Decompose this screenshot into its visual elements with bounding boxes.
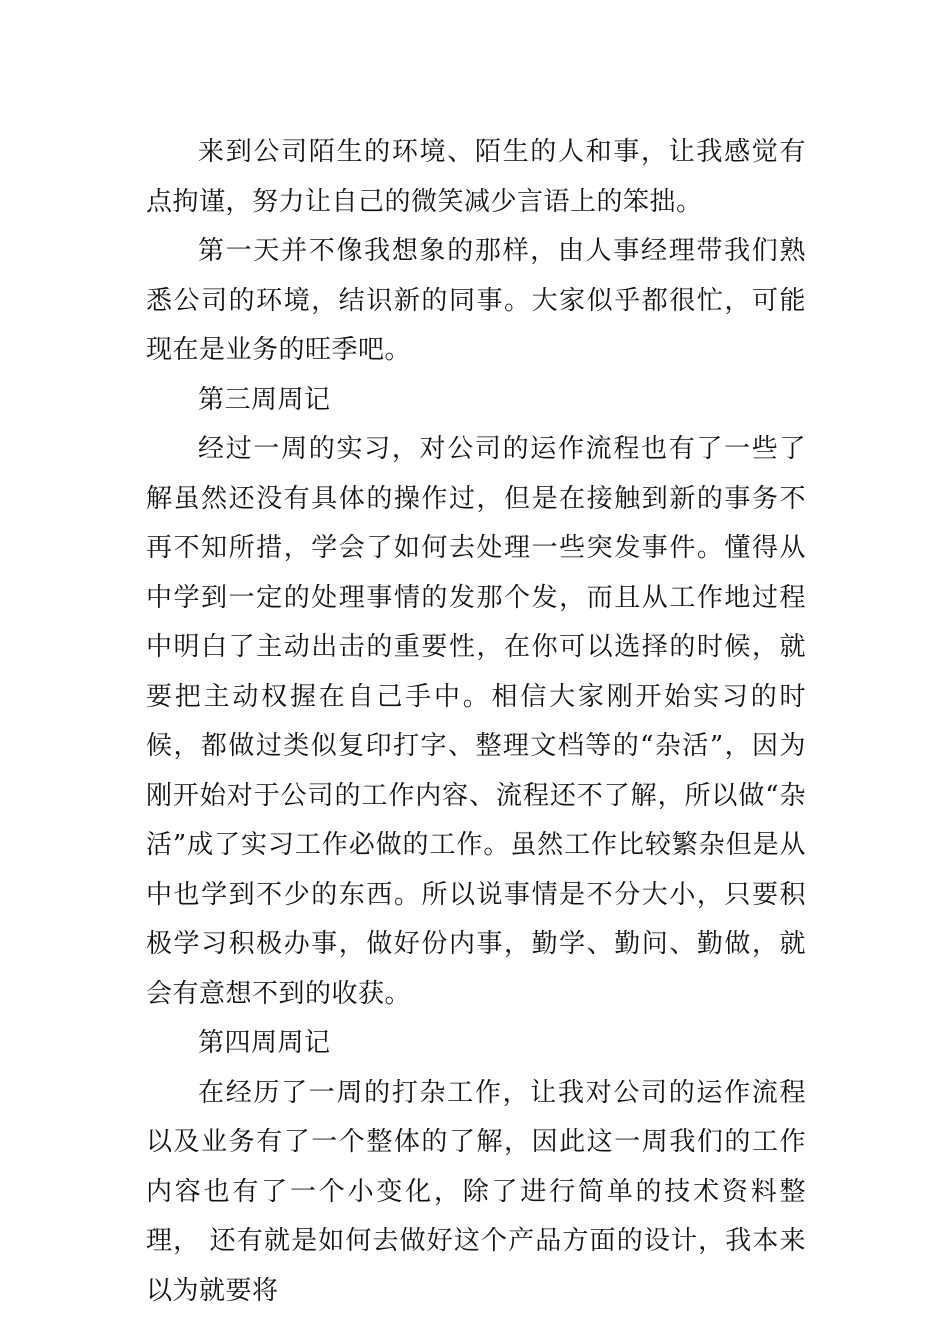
paragraph-week-three: 经过一周的实习，对公司的运作流程也有了一些了解虽然还没有具体的操作过，但是在接触到新的事务不再不知所措，学会了如何去处理一些突发事件。懂得从中学到一定的处理事情的发那个发，而且从工作地过程中明白了主动出击的重要性，在你可以选择的时候，就要把主动权握在自己手中。相信大家刚开始实习的时候，都做过类似复印打字、整理文档等的“杂活”，因为刚开始对于公司的工作内容、流程还不了解，所以做“杂活”成了实习工作必做的工作。虽然工作比较繁杂但是从中也学到不少的东西。所以说事情是不分大小，只要积极学习积极办事，做好份内事，勤学、勤问、勤做，就会有意想不到的收获。: [146, 434, 806, 1009]
heading-week-three: 第三周周记: [198, 384, 331, 415]
paragraph-intro: 来到公司陌生的环境、陌生的人和事，让我感觉有点拘谨，努力让自己的微笑减少言语上的笨拙。: [146, 137, 806, 217]
paragraph-week-four: 在经历了一周的打杂工作，让我对公司的运作流程以及业务有了一个整体的了解，因此这一周我们的工作内容也有了一个小变化，除了进行简单的技术资料整理， 还有就是如何去做好这个产品方面的设计，我本来以为就要将: [146, 1077, 806, 1306]
heading-week-four: 第四周周记: [198, 1028, 331, 1058]
paragraph-first-day: 第一天并不像我想象的那样，由人事经理带我们熟悉公司的环境，结识新的同事。大家似乎都很忙，可能现在是业务的旺季吧。: [146, 236, 806, 365]
document-body: [146, 128, 806, 1316]
